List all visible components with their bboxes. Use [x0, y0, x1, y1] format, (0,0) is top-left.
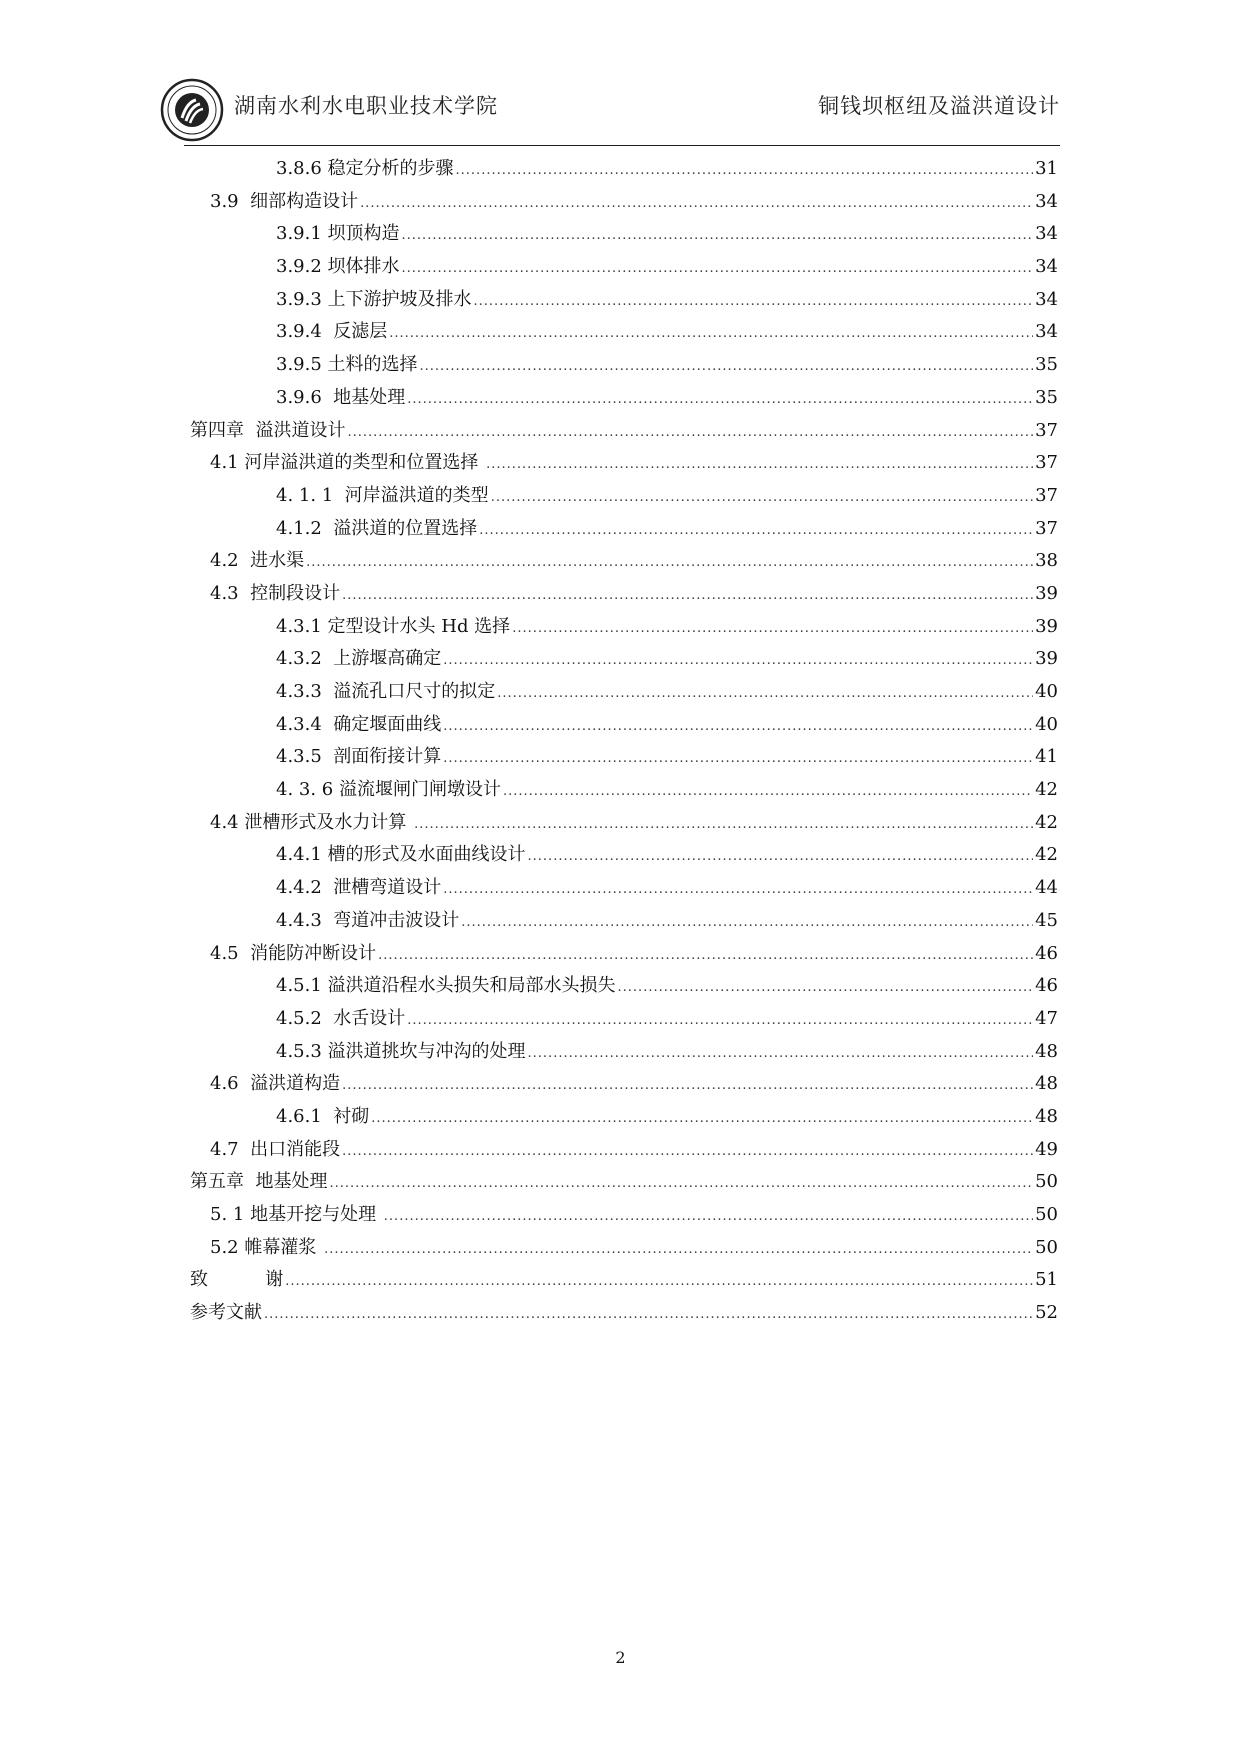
toc-entry[interactable] — [190, 382, 1058, 415]
toc-entry-page: 39 — [1035, 648, 1058, 670]
toc-entry-page: 50 — [1035, 1236, 1058, 1258]
toc-entry-page: 40 — [1035, 681, 1058, 702]
toc-entry-label: 4. 1. 1 河岸溢洪道的类型 — [276, 484, 489, 506]
toc-entry[interactable] — [190, 905, 1058, 938]
toc-dot-leader — [306, 547, 1033, 580]
toc-entry-page: 45 — [1035, 909, 1058, 931]
toc-entry[interactable] — [190, 611, 1058, 644]
toc-entry-page: 39 — [1035, 615, 1058, 637]
toc-dot-leader — [497, 678, 1033, 711]
toc-entry[interactable] — [190, 480, 1058, 513]
toc-entry-label: 第五章 地基处理 — [190, 1171, 328, 1193]
toc-entry-page: 48 — [1035, 1073, 1058, 1095]
toc-dot-leader — [443, 645, 1033, 678]
toc-entry-label: 4.4.1 槽的形式及水面曲线设计 — [276, 844, 526, 866]
toc-entry-page: 49 — [1035, 1138, 1058, 1160]
toc-entry-label: 4.5.3 溢洪道挑坎与冲沟的处理 — [276, 1040, 526, 1062]
toc-entry-page: 34 — [1035, 190, 1058, 212]
toc-entry-label: 4.5.1 溢洪道沿程水头损失和局部水头损失 — [276, 975, 616, 997]
toc-dot-leader — [486, 449, 1033, 482]
toc-dot-leader — [420, 351, 1034, 384]
toc-entry[interactable] — [190, 1134, 1058, 1167]
toc-entry-label: 4.3.3 溢流孔口尺寸的拟定 — [276, 681, 496, 702]
toc-entry-label: 第四章 溢洪道设计 — [190, 419, 346, 441]
toc-dot-leader — [342, 1136, 1033, 1169]
toc-entry-label: 5. 1 地基开挖与处理 — [210, 1204, 382, 1225]
toc-dot-leader — [389, 318, 1033, 351]
toc-dot-leader — [402, 220, 1034, 253]
toc-dot-leader — [324, 1234, 1033, 1267]
table-of-contents — [190, 153, 1058, 1330]
toc-dot-leader — [384, 1201, 1033, 1234]
school-logo-icon — [160, 78, 224, 142]
toc-dot-leader — [443, 874, 1033, 907]
toc-dot-leader — [491, 482, 1033, 515]
toc-entry[interactable] — [190, 1036, 1058, 1069]
toc-entry-page: 31 — [1035, 158, 1058, 179]
toc-entry-label: 4.5.2 水舌设计 — [276, 1007, 406, 1029]
toc-entry-label: 3.9.2 坝体排水 — [276, 256, 400, 278]
toc-entry-label: 3.9.3 上下游护坡及排水 — [276, 288, 472, 310]
toc-entry-label: 4.1 河岸溢洪道的类型和位置选择 — [210, 452, 485, 474]
toc-entry-label: 4.7 出口消能段 — [210, 1138, 341, 1160]
toc-entry-label: 3.9.4 反滤层 — [276, 321, 388, 343]
toc-entry[interactable] — [190, 872, 1058, 905]
toc-dot-leader — [414, 809, 1033, 842]
toc-entry[interactable] — [190, 284, 1058, 317]
toc-entry-label: 4.2 进水渠 — [210, 550, 305, 572]
school-name: 湖南水利水电职业技术学院 — [234, 94, 498, 118]
toc-dot-leader — [342, 1070, 1033, 1103]
page-number: 2 — [615, 1648, 626, 1667]
toc-entry-label: 4.3.1 定型设计水头 Hd 选择 — [276, 615, 511, 637]
toc-dot-leader — [456, 155, 1034, 188]
toc-dot-leader — [443, 711, 1033, 744]
toc-entry[interactable] — [190, 741, 1058, 774]
toc-dot-leader — [461, 907, 1033, 940]
toc-dot-leader — [479, 515, 1033, 548]
toc-entry[interactable] — [190, 676, 1058, 709]
toc-entry-page: 37 — [1035, 517, 1058, 539]
toc-entry-page: 34 — [1035, 223, 1058, 245]
toc-entry[interactable] — [190, 807, 1058, 840]
toc-entry-page: 37 — [1035, 452, 1058, 474]
toc-entry-label: 4.6.1 衬砌 — [276, 1105, 370, 1127]
toc-entry-page: 42 — [1035, 844, 1058, 866]
toc-entry-page: 35 — [1035, 354, 1058, 376]
toc-entry-label: 4. 3. 6 溢流堰闸门闸墩设计 — [276, 779, 501, 801]
toc-entry-label: 4.4 泄槽形式及水力计算 — [210, 811, 413, 833]
toc-dot-leader — [503, 776, 1033, 809]
toc-entry-label: 参考文献 — [190, 1302, 262, 1324]
header-rule — [184, 145, 1060, 146]
toc-dot-leader — [285, 1266, 1033, 1299]
toc-dot-leader — [371, 1103, 1033, 1136]
toc-entry-page: 44 — [1035, 877, 1058, 899]
toc-entry-label: 3.9.1 坝顶构造 — [276, 223, 400, 245]
toc-entry-page: 39 — [1035, 582, 1058, 604]
toc-entry-label: 4.3.5 剖面衔接计算 — [276, 746, 442, 768]
toc-entry-label: 4.6 溢洪道构造 — [210, 1073, 341, 1095]
page-header — [160, 70, 1060, 146]
toc-entry-page: 46 — [1035, 942, 1058, 964]
toc-entry-label: 4.3 控制段设计 — [210, 582, 341, 604]
toc-entry[interactable] — [190, 1199, 1058, 1232]
toc-entry-page: 35 — [1035, 386, 1058, 408]
toc-entry-label: 4.1.2 溢洪道的位置选择 — [276, 517, 478, 539]
toc-entry[interactable] — [190, 447, 1058, 480]
toc-entry[interactable] — [190, 251, 1058, 284]
toc-entry-page: 40 — [1035, 713, 1058, 735]
toc-entry[interactable] — [190, 1101, 1058, 1134]
toc-dot-leader — [329, 1168, 1033, 1201]
toc-dot-leader — [618, 972, 1034, 1005]
toc-entry[interactable] — [190, 415, 1058, 448]
toc-dot-leader — [407, 1005, 1033, 1038]
toc-entry[interactable] — [190, 1068, 1058, 1101]
toc-entry[interactable] — [190, 970, 1058, 1003]
toc-dot-leader — [474, 286, 1034, 319]
toc-entry-page: 47 — [1035, 1007, 1058, 1029]
toc-entry-page: 48 — [1035, 1040, 1058, 1062]
toc-entry-page: 34 — [1035, 321, 1058, 343]
toc-entry[interactable] — [190, 839, 1058, 872]
toc-entry[interactable] — [190, 153, 1058, 186]
toc-entry[interactable] — [190, 1264, 1058, 1297]
toc-dot-leader — [347, 417, 1033, 450]
toc-entry[interactable] — [190, 349, 1058, 382]
toc-entry-page: 42 — [1035, 779, 1058, 801]
toc-entry-page: 38 — [1035, 550, 1058, 572]
toc-entry[interactable] — [190, 709, 1058, 742]
toc-entry-page: 42 — [1035, 811, 1058, 833]
toc-entry-label: 3.8.6 稳定分析的步骤 — [276, 158, 454, 179]
toc-dot-leader — [528, 1038, 1034, 1071]
toc-entry-label: 致 谢 — [190, 1269, 284, 1291]
toc-entry[interactable] — [190, 1297, 1058, 1330]
toc-entry-label: 4.5 消能防冲断设计 — [210, 942, 377, 964]
toc-dot-leader — [360, 188, 1033, 221]
toc-entry[interactable] — [190, 1232, 1058, 1265]
toc-entry[interactable] — [190, 186, 1058, 219]
toc-dot-leader — [402, 253, 1034, 286]
toc-entry-page: 41 — [1035, 746, 1058, 768]
toc-entry-page: 50 — [1035, 1171, 1058, 1193]
toc-entry[interactable] — [190, 774, 1058, 807]
toc-entry-page: 34 — [1035, 256, 1058, 278]
toc-entry[interactable] — [190, 578, 1058, 611]
toc-entry-label: 5.2 帷幕灌浆 — [210, 1236, 323, 1258]
toc-entry[interactable] — [190, 513, 1058, 546]
toc-dot-leader — [512, 613, 1033, 646]
toc-entry-page: 37 — [1035, 419, 1058, 441]
toc-entry-label: 3.9.6 地基处理 — [276, 386, 406, 408]
toc-dot-leader — [528, 841, 1034, 874]
toc-entry-page: 48 — [1035, 1105, 1058, 1127]
toc-entry-page: 34 — [1035, 288, 1058, 310]
toc-entry-page: 51 — [1035, 1269, 1058, 1291]
toc-entry[interactable] — [190, 938, 1058, 971]
document-title: 铜钱坝枢纽及溢洪道设计 — [818, 94, 1060, 118]
toc-entry-page: 50 — [1035, 1204, 1058, 1225]
toc-entry-page: 52 — [1035, 1302, 1058, 1324]
toc-entry-label: 4.3.4 确定堰面曲线 — [276, 713, 442, 735]
toc-entry[interactable] — [190, 316, 1058, 349]
toc-entry[interactable] — [190, 1166, 1058, 1199]
toc-entry[interactable] — [190, 643, 1058, 676]
toc-entry[interactable] — [190, 1003, 1058, 1036]
toc-entry-label: 3.9.5 土料的选择 — [276, 354, 418, 376]
toc-entry[interactable] — [190, 545, 1058, 578]
toc-entry-label: 4.3.2 上游堰高确定 — [276, 648, 442, 670]
toc-dot-leader — [264, 1299, 1033, 1332]
toc-entry[interactable] — [190, 218, 1058, 251]
toc-entry-label: 4.4.2 泄槽弯道设计 — [276, 877, 442, 899]
toc-dot-leader — [407, 384, 1033, 417]
toc-dot-leader — [342, 580, 1033, 613]
toc-entry-page: 46 — [1035, 975, 1058, 997]
toc-dot-leader — [443, 743, 1033, 776]
toc-entry-label: 3.9 细部构造设计 — [210, 190, 359, 212]
toc-entry-page: 37 — [1035, 484, 1058, 506]
toc-entry-label: 4.4.3 弯道冲击波设计 — [276, 909, 460, 931]
toc-dot-leader — [378, 940, 1033, 973]
